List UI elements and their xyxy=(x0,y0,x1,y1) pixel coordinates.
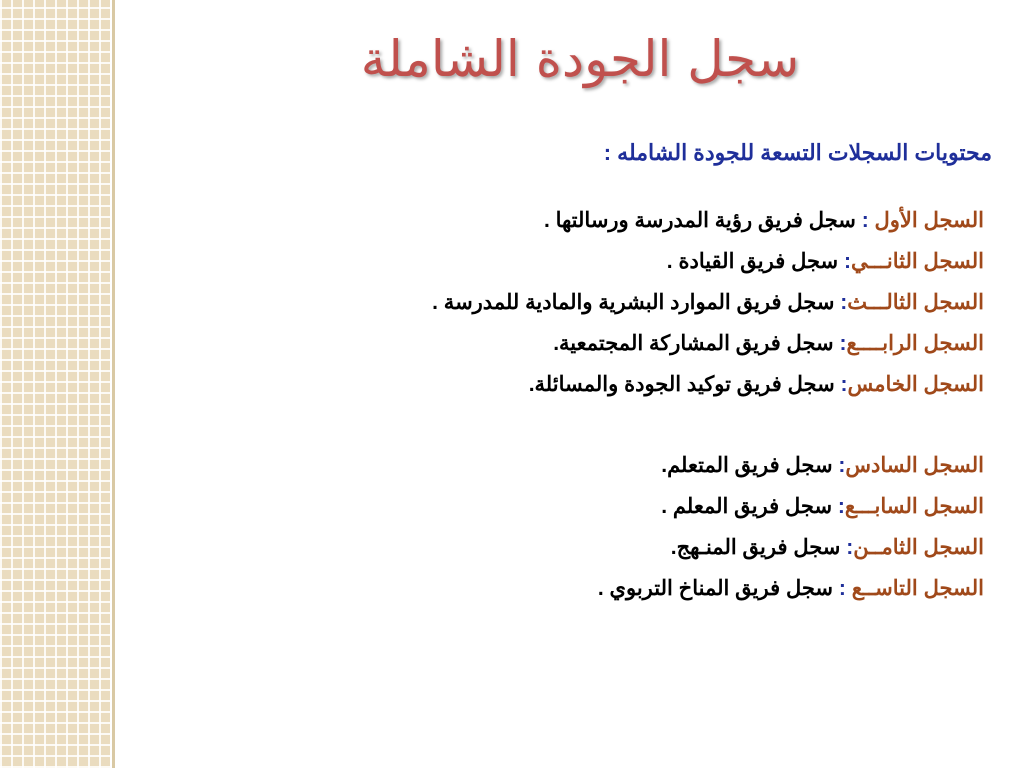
slide-title: سجل الجودة الشاملة xyxy=(360,30,800,88)
record-colon: : xyxy=(834,291,848,314)
record-item xyxy=(224,323,984,364)
record-label: السجل السابـــع xyxy=(844,495,984,518)
record-item xyxy=(224,527,984,568)
record-text: سجل فريق المعلم . xyxy=(661,495,833,518)
record-colon: : xyxy=(833,577,846,600)
record-colon: : xyxy=(832,495,845,518)
record-label: السجل الخامس xyxy=(847,373,984,396)
record-text: سجل فريق المشاركة المجتمعية. xyxy=(553,332,834,355)
record-colon: : xyxy=(834,373,848,396)
record-text: سجل فريق توكيد الجودة والمسائلة. xyxy=(528,373,835,396)
record-item xyxy=(224,241,984,282)
record-label: السجل الأول xyxy=(868,209,984,232)
record-text: سجل فريق القيادة . xyxy=(666,250,839,273)
record-label: السجل الثالـــث xyxy=(847,291,984,314)
record-label: السجل السادس xyxy=(845,454,984,477)
record-colon: : xyxy=(855,209,869,232)
record-item xyxy=(224,200,984,241)
slide-subtitle: محتويات السجلات التسعة للجودة الشامله : xyxy=(603,140,992,165)
record-label: السجل الرابــــع xyxy=(846,332,984,355)
record-text: سجل فريق المتعلم. xyxy=(661,454,833,477)
record-item xyxy=(224,445,984,486)
record-label: السجل التاســع xyxy=(845,577,984,600)
records-list xyxy=(224,200,984,609)
side-divider xyxy=(112,0,115,768)
record-item xyxy=(224,486,984,527)
record-text: سجل فريق المناخ التربوي . xyxy=(597,577,834,600)
record-text: سجل فريق الموارد البشرية والمادية للمدرسة . xyxy=(432,291,835,314)
record-item xyxy=(224,568,984,609)
decorative-side-panel xyxy=(0,0,110,768)
record-colon: : xyxy=(838,250,851,273)
record-item xyxy=(224,282,984,323)
record-colon: : xyxy=(840,536,854,559)
record-item xyxy=(224,364,984,405)
record-label: السجل الثانـــي xyxy=(850,250,984,273)
record-label: السجل الثامــن xyxy=(853,536,984,559)
spacer xyxy=(224,405,984,445)
record-text: سجل فريق المنـهج. xyxy=(670,536,841,559)
record-text: سجل فريق رؤية المدرسة ورسالتها . xyxy=(543,209,856,232)
record-colon: : xyxy=(833,332,847,355)
record-colon: : xyxy=(832,454,846,477)
